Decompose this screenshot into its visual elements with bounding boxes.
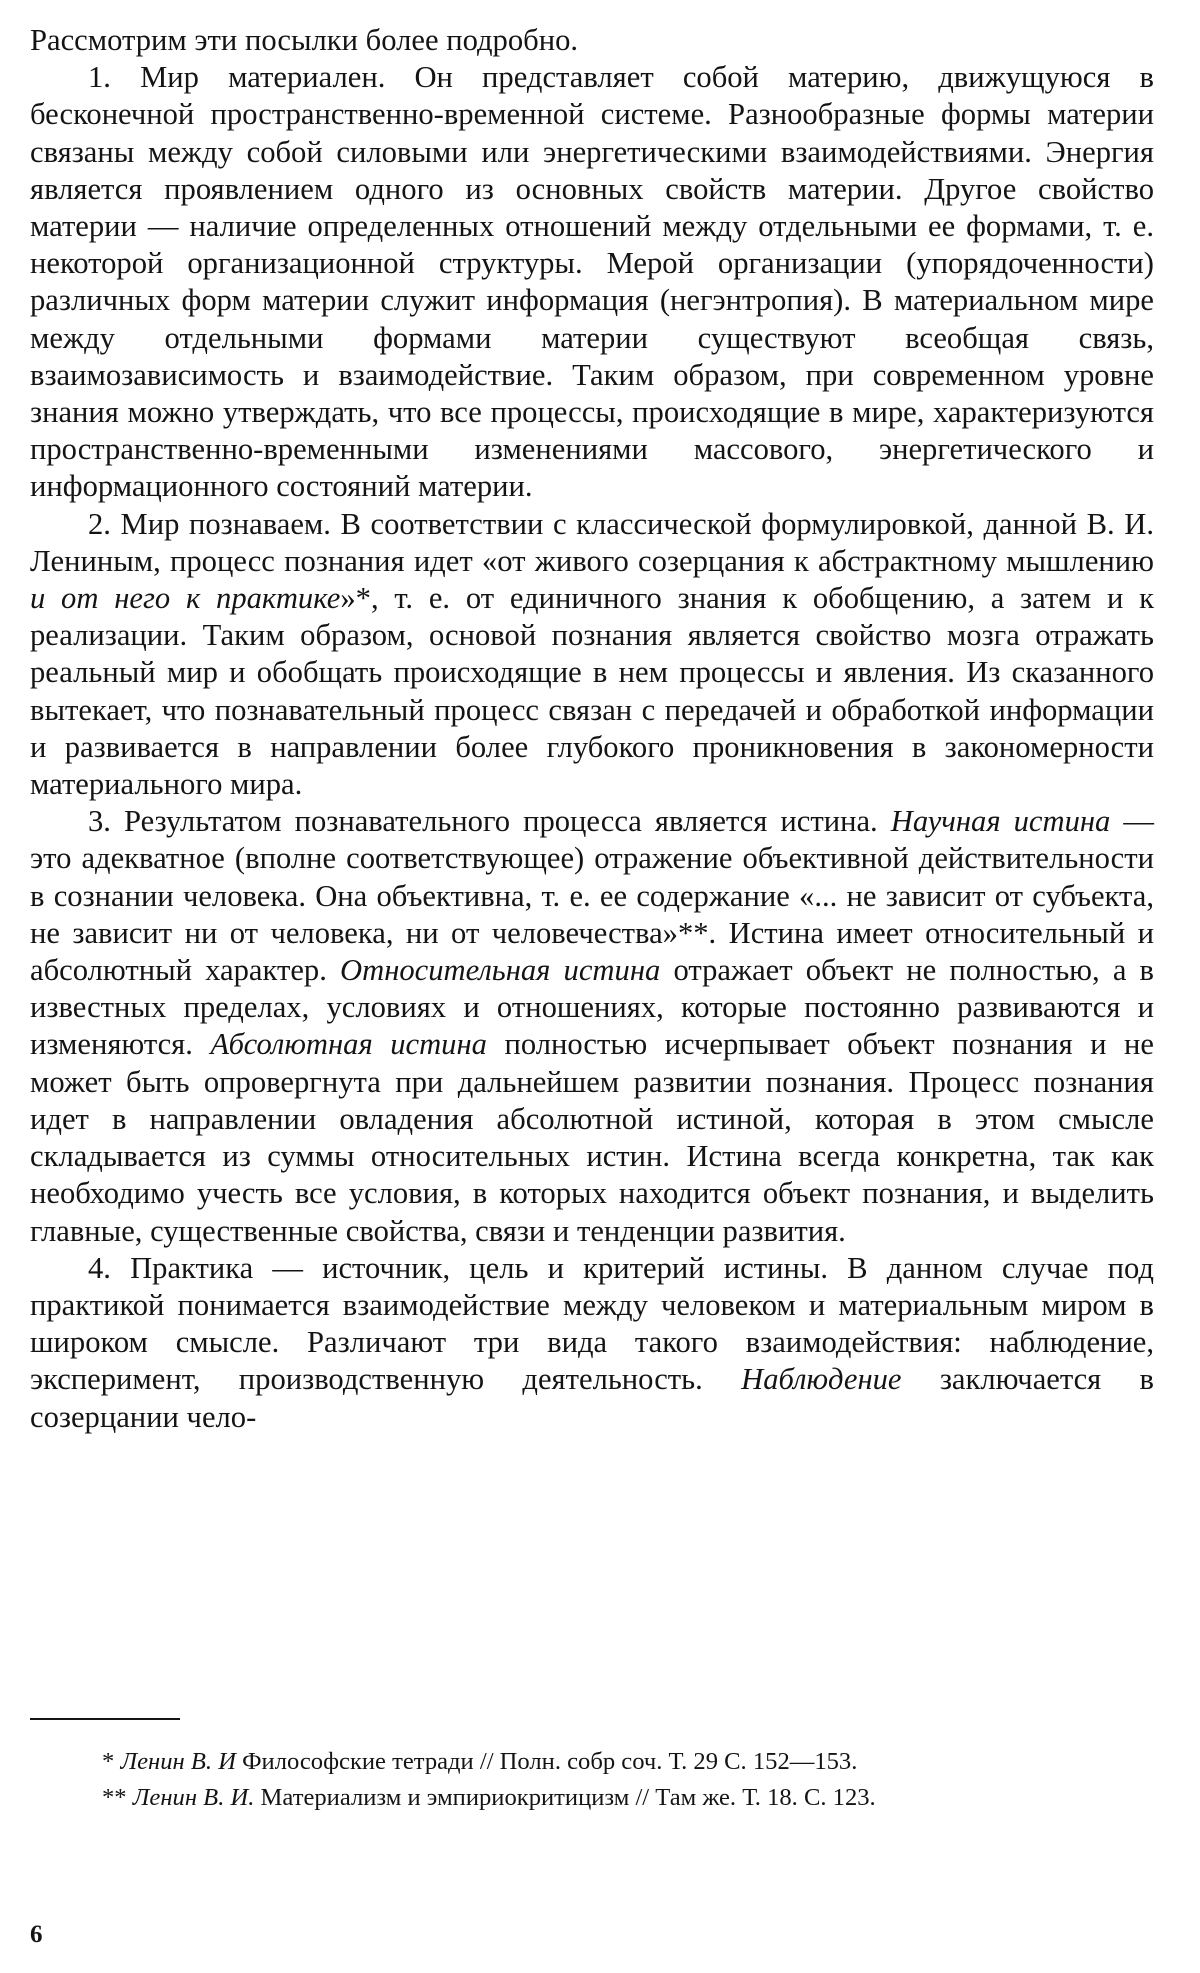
paragraph-1-world-is-material: 1. Мир материален. Он представляет собой материю, движущуюся в бесконечной пространственно-временной системе. Разнообразные формы материи связаны между собой силовыми или энергетическими взаимодействиями. Энергия является проявлением одного из основных свойств материи. Другое свойство материи — наличие определенных отношений между отдельными ее формами, т. е. некоторой организационной структуры. Мерой организации (упорядоченности) различных форм материи служит информация (негэнтропия). В материальном мире между отдельными формами материи существуют всеобщая связь, взаимозависимость и взаимодействие. Таким образом, при современном уровне знания можно утверждать, что все процессы, происходящие в мире, характеризуются пространственно-временными изменениями массового, энергетического и информационного состояний материи. bbox=[30, 60, 1154, 504]
footnote-2-text: Материализм и эмпириокритицизм // Там же. Т. 18. С. 123. bbox=[254, 1784, 876, 1811]
term-absolute-truth: Абсолютная истина bbox=[210, 1027, 487, 1062]
footnote-2-author: Ленин В. И. bbox=[132, 1784, 255, 1811]
footnote-2 bbox=[30, 1780, 1154, 1816]
paragraph-4-text-start: 4. Практика — источник, цель и критерий истины. В данном случае под практикой понимается взаимодействие между человеком и материальным миром в широком смысле. Различают три вида такого взаимодействия: наблюдение, эксперимент, производственную деятельность. bbox=[30, 1250, 1154, 1397]
footnote-2-marker: ** bbox=[102, 1784, 133, 1811]
main-text bbox=[30, 22, 1154, 1436]
term-scientific-truth: Научная истина bbox=[890, 804, 1111, 839]
footnote-1-text: Философские тетради // Полн. собр соч. Т. 29 С. 152—153. bbox=[235, 1748, 858, 1775]
footnote-divider bbox=[30, 1718, 180, 1720]
paragraph-3-text-4: полностью исчерпывает объект познания и не может быть опровергнута при дальнейшем развитии познания. Процесс познания идет в направлении овладения абсолютной истиной, которая в этом смысле складывается из суммы относительных истин. Истина всегда конкретна, так как необходимо учесть все условия, в которых находится объект познания, и выделить главные, существенные свойства, связи и тенденции развития. bbox=[30, 1027, 1154, 1248]
paragraph-2-text-end: »*, т. е. от единичного знания к обобщению, а затем и к реализации. Таким образом, основой познания является свойство мозга отражать реальный мир и обобщать происходящие в нем процессы и явления. Из сказанного вытекает, что познавательный процесс связан с передачей и обработкой информации и развивается в направлении более глубокого проникновения в закономерности материального мира. bbox=[30, 581, 1155, 802]
paragraph-2-text-start: 2. Мир познаваем. В соответствии с классической формулировкой, данной В. И. Лениным, процесс познания идет «от живого созерцания к абстрактному мышлению bbox=[30, 506, 1154, 578]
paragraph-3-text-1: 3. Результатом познавательного процесса является истина. bbox=[88, 804, 891, 839]
footnote-1 bbox=[30, 1744, 1154, 1780]
paragraph-2-italic-quote: и от него к практике bbox=[30, 581, 341, 616]
term-relative-truth: Относительная истина bbox=[340, 953, 661, 988]
paragraph-3-text-2: — это адекватное (вполне соответствующее) отражение объективной действительности в сознании человека. Она объективна, т. е. ее содержание «... не зависит от субъекта, не зависит ни от человека, ни от человечества»**. Истина имеет относительный и абсолютный характер. bbox=[30, 804, 1154, 988]
footnote-1-marker: * bbox=[102, 1748, 121, 1775]
paragraph-3-truth bbox=[30, 803, 1154, 1249]
footnote-1-author: Ленин В. И bbox=[120, 1748, 236, 1775]
paragraph-4-text-end: заключается в созерцании чело- bbox=[30, 1362, 1155, 1434]
paragraph-2-world-is-knowable bbox=[30, 506, 1154, 804]
paragraph-4-practice bbox=[30, 1250, 1154, 1436]
term-observation: Наблюдение bbox=[741, 1362, 902, 1397]
intro-paragraph: Рассмотрим эти посылки более подробно. bbox=[30, 23, 579, 57]
page-number: 6 bbox=[30, 1921, 43, 1948]
footnotes bbox=[30, 1744, 1154, 1816]
paragraph-3-text-3: отражает объект не полностью, а в известных пределах, условиях и отношениях, которые постоянно развиваются и изменяются. bbox=[30, 953, 1154, 1062]
